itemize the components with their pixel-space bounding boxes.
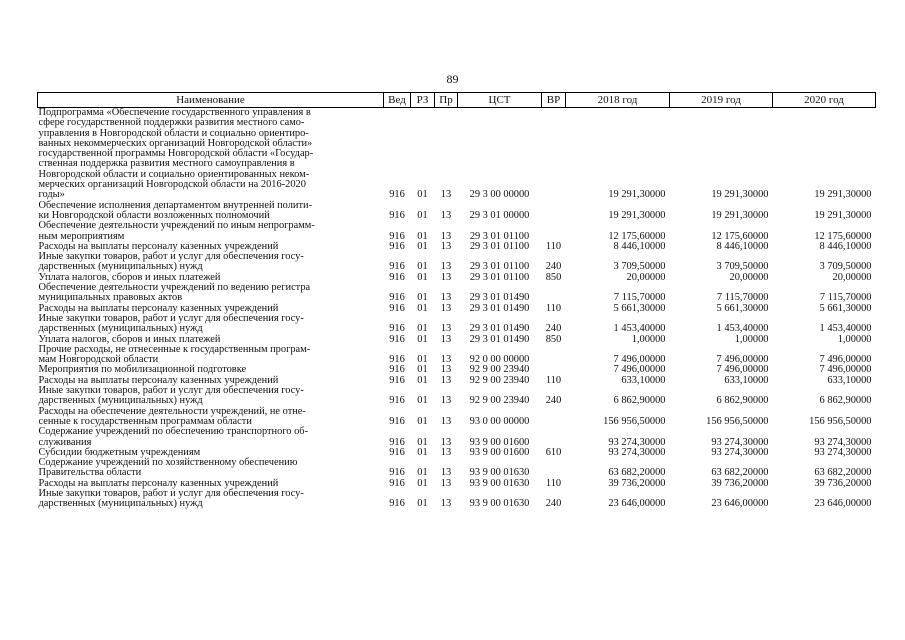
row-rz: 01 (417, 302, 428, 314)
row-pr: 13 (440, 333, 452, 345)
row-name-line: Расходы на обеспечение деятельности учреждений, не отне- (38, 405, 306, 417)
row-rz: 01 (417, 467, 428, 479)
row-ved: 916 (389, 323, 405, 335)
row-name-line: мерческих организаций Новгородской области на 2016-2020 (38, 179, 306, 191)
row-ved: 916 (389, 240, 405, 252)
row-rz: 01 (417, 333, 428, 345)
row-2018: 8 446,10000 (613, 240, 666, 252)
row-name-line: сфере государственной поддержки развития местного само- (38, 117, 305, 129)
row-2019: 633,10000 (724, 374, 769, 386)
row-2018: 93 274,30000 (608, 436, 666, 448)
row-2020: 6 862,90000 (819, 395, 872, 407)
row-name-line: государственной программы Новгородской области «Государ- (38, 148, 314, 160)
row-2018: 39 736,20000 (608, 477, 666, 489)
row-name-line: Обеспечение деятельности учреждений по ведению регистра (38, 282, 311, 294)
row-vr: 240 (545, 323, 562, 335)
row-2019: 23 646,00000 (711, 498, 769, 510)
row-name (38, 221, 384, 242)
row-rz: 01 (417, 436, 428, 448)
row-name-line: дарственных (муниципальных) нужд (38, 395, 203, 407)
row-name-line: управления в Новгородской области и социально ориентиро- (38, 127, 309, 139)
row-name (38, 314, 384, 335)
row-2020: 1 453,40000 (819, 323, 872, 335)
row-name-line: Расходы на выплаты персоналу казенных учреждений (38, 477, 279, 489)
row-name-line: ки Новгородской области возложенных полномочий (38, 209, 270, 221)
row-name (38, 386, 384, 407)
row-pr: 13 (440, 395, 452, 407)
row-name-line: ванных некоммерческих организаций Новгородской области» (38, 137, 313, 149)
row-ved: 916 (389, 395, 405, 407)
row-2018: 633,10000 (621, 374, 666, 386)
row-2018: 7 496,00000 (613, 364, 666, 376)
row-pr: 13 (440, 323, 452, 335)
row-2020: 7 115,70000 (819, 292, 872, 304)
row-vr: 110 (545, 374, 562, 386)
row-vr: 240 (545, 498, 562, 510)
header-2020: 2020 год (773, 93, 876, 108)
row-pr: 13 (440, 302, 452, 314)
row-cst: 29 3 01 01490 (469, 292, 530, 304)
row-2019: 19 291,30000 (711, 209, 769, 221)
row-rz: 01 (417, 323, 428, 335)
row-cst: 92 9 00 23940 (469, 395, 530, 407)
row-pr: 13 (440, 436, 452, 448)
row-vr (542, 458, 566, 479)
row-2018: 7 115,70000 (613, 292, 666, 304)
row-cst: 29 3 01 01490 (469, 302, 530, 314)
row-name-line: Расходы на выплаты персоналу казенных учреждений (38, 302, 279, 314)
row-cst: 93 9 00 01630 (469, 467, 530, 479)
row-2019: 93 274,30000 (711, 436, 769, 448)
row-cst: 29 3 01 01100 (469, 271, 530, 283)
row-name-line: Расходы на выплаты персоналу казенных учреждений (38, 374, 279, 386)
table-row (38, 314, 876, 335)
row-vr (542, 108, 566, 201)
row-cst: 93 9 00 01600 (469, 436, 530, 448)
row-cst: 29 3 01 00000 (469, 209, 530, 221)
row-pr: 13 (440, 364, 452, 376)
row-name (38, 458, 384, 479)
row-rz: 01 (417, 477, 428, 489)
table-row (38, 221, 876, 242)
table-header-row (38, 93, 876, 108)
row-2020: 1,00000 (837, 333, 872, 345)
row-cst: 93 9 00 01630 (469, 477, 530, 489)
row-2020: 3 709,50000 (819, 261, 872, 273)
row-2020: 19 291,30000 (814, 209, 872, 221)
row-2018: 20,00000 (626, 271, 666, 283)
row-name (38, 201, 384, 222)
row-cst: 29 3 01 01490 (469, 333, 530, 345)
row-2019: 156 956,50000 (706, 415, 769, 427)
row-name-line: Содержание учреждений по хозяйственному обеспечению (38, 457, 298, 469)
row-name-line: Уплата налогов, сборов и иных платежей (38, 333, 221, 345)
row-name-line: ственная поддержка развития местного самоуправления в (38, 158, 295, 170)
row-cst: 29 3 01 01100 (469, 230, 530, 242)
row-rz: 01 (417, 446, 428, 458)
row-2019: 7 496,00000 (716, 364, 769, 376)
row-2019: 7 115,70000 (716, 292, 769, 304)
row-2020: 23 646,00000 (814, 498, 872, 510)
row-ved: 916 (389, 364, 405, 376)
table-row (38, 252, 876, 273)
row-pr: 13 (440, 374, 452, 386)
row-pr: 13 (440, 292, 452, 304)
header-vr: ВР (542, 93, 566, 108)
row-pr: 13 (440, 477, 452, 489)
header-2019: 2019 год (670, 93, 773, 108)
row-vr (542, 201, 566, 222)
row-cst: 92 9 00 23940 (469, 364, 530, 376)
row-2019: 63 682,20000 (711, 467, 769, 479)
row-name (38, 489, 384, 510)
row-2019: 20,00000 (729, 271, 769, 283)
header-name: Наименование (38, 93, 384, 108)
row-ved: 916 (389, 230, 405, 242)
row-vr: 610 (545, 446, 562, 458)
header-cst: ЦСТ (458, 93, 542, 108)
row-2019: 7 496,00000 (716, 354, 769, 366)
table-row (38, 427, 876, 448)
row-cst: 29 3 01 01100 (469, 240, 530, 252)
row-vr (542, 345, 566, 366)
row-name (38, 283, 384, 304)
row-name (38, 108, 384, 201)
row-cst: 29 3 01 01490 (469, 323, 530, 335)
row-pr: 13 (440, 209, 452, 221)
row-2018: 93 274,30000 (608, 446, 666, 458)
row-vr: 110 (545, 302, 562, 314)
table-row (38, 283, 876, 304)
row-2019: 3 709,50000 (716, 261, 769, 273)
row-2019: 5 661,30000 (716, 302, 769, 314)
row-name (38, 252, 384, 273)
row-ved: 916 (389, 292, 405, 304)
row-vr: 240 (545, 395, 562, 407)
row-pr: 13 (440, 415, 452, 427)
row-name-line: дарственных (муниципальных) нужд (38, 498, 203, 510)
row-vr: 850 (545, 333, 562, 345)
page-number: 89 (446, 72, 459, 86)
row-name-line: Иные закупки товаров, работ и услуг для обеспечения госу- (38, 487, 304, 499)
row-2019: 1 453,40000 (716, 323, 769, 335)
row-2018: 1 453,40000 (613, 323, 666, 335)
row-name-line: Иные закупки товаров, работ и услуг для обеспечения госу- (38, 251, 304, 263)
row-2018: 7 496,00000 (613, 354, 666, 366)
row-rz: 01 (417, 395, 428, 407)
row-pr: 13 (440, 230, 452, 242)
row-2020: 12 175,60000 (814, 230, 872, 242)
row-ved: 916 (389, 302, 405, 314)
row-rz: 01 (417, 189, 428, 201)
row-2020: 19 291,30000 (814, 189, 872, 201)
row-pr: 13 (440, 446, 452, 458)
row-cst: 29 3 00 00000 (469, 189, 530, 201)
row-2018: 63 682,20000 (608, 467, 666, 479)
row-2020: 7 496,00000 (819, 364, 872, 376)
row-rz: 01 (417, 498, 428, 510)
row-name-line: Уплата налогов, сборов и иных платежей (38, 271, 221, 283)
row-ved: 916 (389, 271, 405, 283)
table-row (38, 407, 876, 428)
row-2018: 12 175,60000 (608, 230, 666, 242)
row-2020: 156 956,50000 (809, 415, 872, 427)
table-row (38, 108, 876, 201)
row-ved: 916 (389, 446, 405, 458)
row-rz: 01 (417, 292, 428, 304)
row-2019: 1,00000 (734, 333, 769, 345)
row-pr: 13 (440, 354, 452, 366)
row-name (38, 345, 384, 366)
row-2020: 93 274,30000 (814, 436, 872, 448)
row-cst: 93 9 00 01600 (469, 446, 530, 458)
row-2020: 20,00000 (832, 271, 872, 283)
row-2018: 156 956,50000 (603, 415, 666, 427)
row-pr: 13 (440, 271, 452, 283)
row-rz: 01 (417, 415, 428, 427)
row-rz: 01 (417, 240, 428, 252)
row-name-line: Содержание учреждений по обеспечению транспортного об- (38, 426, 309, 438)
row-pr: 13 (440, 240, 452, 252)
header-pr: Пр (435, 93, 458, 108)
row-name-line: муниципальных правовых актов (38, 292, 183, 304)
row-ved: 916 (389, 209, 405, 221)
row-name (38, 407, 384, 428)
row-cst: 93 0 00 00000 (469, 415, 530, 427)
row-rz: 01 (417, 230, 428, 242)
row-ved: 916 (389, 374, 405, 386)
header-ved: Вед (384, 93, 411, 108)
row-name-line: Правительства области (38, 467, 142, 479)
row-ved: 916 (389, 189, 405, 201)
row-name-line: служивания (38, 436, 92, 448)
table-row (38, 345, 876, 366)
row-rz: 01 (417, 271, 428, 283)
row-pr: 13 (440, 467, 452, 479)
row-name-line: Иные закупки товаров, работ и услуг для обеспечения госу- (38, 312, 304, 324)
row-name-line: Иные закупки товаров, работ и услуг для обеспечения госу- (38, 385, 304, 397)
row-rz: 01 (417, 374, 428, 386)
row-vr: 850 (545, 271, 562, 283)
header-rz: РЗ (411, 93, 435, 108)
row-name-line: дарственных (муниципальных) нужд (38, 323, 203, 335)
budget-table (37, 92, 876, 510)
row-cst: 92 9 00 23940 (469, 374, 530, 386)
row-ved: 916 (389, 415, 405, 427)
row-vr (542, 427, 566, 448)
row-name-line: Обеспечение деятельности учреждений по иным непрограмм- (38, 220, 315, 232)
row-2019: 12 175,60000 (711, 230, 769, 242)
row-2018: 6 862,90000 (613, 395, 666, 407)
row-ved: 916 (389, 261, 405, 273)
row-name-line: Мероприятия по мобилизационной подготовке (38, 364, 247, 376)
row-name-line: годы» (38, 189, 65, 201)
row-name-line: дарственных (муниципальных) нужд (38, 261, 203, 273)
row-2018: 3 709,50000 (613, 261, 666, 273)
row-vr: 110 (545, 477, 562, 489)
row-name-line: сенные к государственным программам области (38, 415, 252, 427)
row-2018: 19 291,30000 (608, 209, 666, 221)
row-name-line: Расходы на выплаты персоналу казенных учреждений (38, 240, 279, 252)
row-2020: 5 661,30000 (819, 302, 872, 314)
table-row (38, 386, 876, 407)
row-name-line: Обеспечение исполнения департаментом внутренней полити- (38, 199, 313, 211)
row-ved: 916 (389, 354, 405, 366)
row-2020: 7 496,00000 (819, 354, 872, 366)
row-rz: 01 (417, 209, 428, 221)
row-name-line: Новгородской области и социально ориентированных неком- (38, 168, 310, 180)
row-name-line: ным мероприятиям (38, 230, 125, 242)
row-2020: 8 446,10000 (819, 240, 872, 252)
row-2020: 63 682,20000 (814, 467, 872, 479)
row-cst: 93 9 00 01630 (469, 498, 530, 510)
row-name (38, 427, 384, 448)
row-name-line: Субсидии бюджетным учреждениям (38, 446, 201, 458)
row-vr: 240 (545, 261, 562, 273)
row-ved: 916 (389, 333, 405, 345)
row-cst: 29 3 01 01100 (469, 261, 530, 273)
row-2019: 93 274,30000 (711, 446, 769, 458)
row-2019: 19 291,30000 (711, 189, 769, 201)
row-vr (542, 283, 566, 304)
row-vr (542, 407, 566, 428)
row-ved: 916 (389, 436, 405, 448)
row-pr: 13 (440, 189, 452, 201)
row-2018: 23 646,00000 (608, 498, 666, 510)
row-rz: 01 (417, 261, 428, 273)
row-2019: 39 736,20000 (711, 477, 769, 489)
row-2019: 6 862,90000 (716, 395, 769, 407)
row-2018: 5 661,30000 (613, 302, 666, 314)
row-vr (542, 221, 566, 242)
row-ved: 916 (389, 477, 405, 489)
table-row (38, 458, 876, 479)
row-2020: 633,10000 (827, 374, 872, 386)
row-2018: 19 291,30000 (608, 189, 666, 201)
table-row (38, 489, 876, 510)
row-name-line: Подпрограмма «Обеспечение государственного управления в (38, 107, 311, 118)
row-rz: 01 (417, 354, 428, 366)
row-2018: 1,00000 (631, 333, 666, 345)
row-2020: 39 736,20000 (814, 477, 872, 489)
row-ved: 916 (389, 498, 405, 510)
row-pr: 13 (440, 498, 452, 510)
row-name-line: Прочие расходы, не отнесенные к государственным програм- (38, 343, 311, 355)
row-cst: 92 0 00 00000 (469, 354, 530, 366)
row-pr: 13 (440, 261, 452, 273)
row-name-line: мам Новгородской области (38, 354, 159, 366)
row-ved: 916 (389, 467, 405, 479)
table-row (38, 201, 876, 222)
row-rz: 01 (417, 364, 428, 376)
row-vr: 110 (545, 240, 562, 252)
row-2019: 8 446,10000 (716, 240, 769, 252)
header-2018: 2018 год (566, 93, 670, 108)
row-2020: 93 274,30000 (814, 446, 872, 458)
